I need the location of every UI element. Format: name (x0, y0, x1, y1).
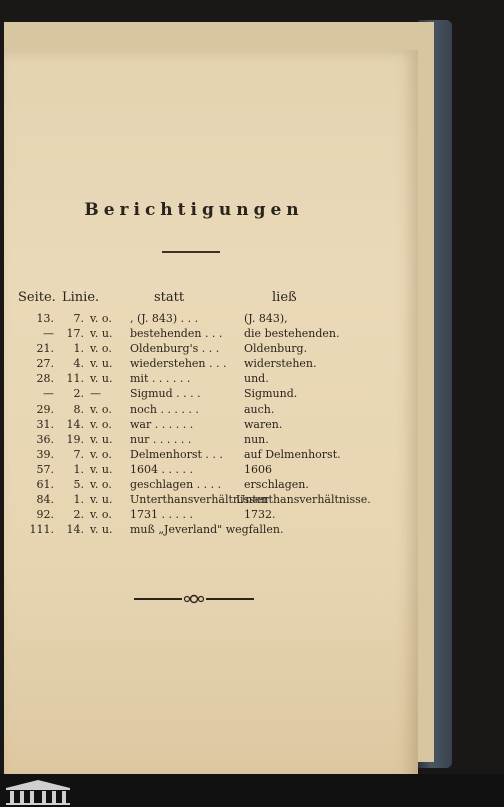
table-row (4, 342, 418, 357)
page-stack (4, 22, 434, 762)
cell-statt: war . . . . . . (130, 417, 194, 431)
cell-lies: erschlagen. (244, 478, 309, 492)
cell-seite: 84. (36, 493, 54, 507)
cell-linie: 4. (73, 357, 84, 371)
cell-position: v. o. (90, 402, 112, 416)
table-row (4, 372, 418, 387)
cell-linie: 2. (73, 387, 84, 401)
cell-statt: Sigmud . . . . (130, 387, 201, 401)
cell-lies: auch. (244, 402, 275, 416)
cell-lies: Oldenburg. (244, 342, 308, 356)
column-header-lies: ließ (272, 290, 297, 305)
table-row (4, 418, 418, 433)
cell-lies: Sigmund. (244, 387, 298, 401)
title-rule-divider (162, 251, 220, 253)
cell-seite: — (43, 387, 54, 401)
cell-seite: 28. (36, 372, 54, 386)
table-row (4, 403, 418, 418)
cell-lies: und. (244, 372, 269, 386)
cell-position: v. u. (90, 327, 113, 341)
column-header-seite: Seite. (18, 290, 56, 305)
cell-statt: Unterthansverhältnissen (130, 493, 269, 507)
cell-position: — (90, 387, 101, 401)
cell-statt: 1604 . . . . . (130, 462, 193, 476)
cell-statt: noch . . . . . . (130, 402, 199, 416)
cell-seite: 21. (36, 342, 54, 356)
cell-linie: 14. (66, 523, 84, 537)
cell-lies: auf Delmenhorst. (244, 447, 341, 461)
cell-position: v. u. (90, 357, 113, 371)
table-row (4, 463, 418, 478)
cell-seite: 57. (36, 462, 54, 476)
library-building-icon (2, 778, 74, 806)
cell-position: v. o. (90, 508, 112, 522)
cell-lies: nun. (244, 432, 269, 446)
cell-position: v. o. (90, 417, 112, 431)
table-row (4, 387, 418, 402)
cell-position: v. o. (90, 312, 112, 325)
cell-seite: 111. (29, 523, 54, 537)
viewer-footer (0, 774, 504, 807)
cell-linie: 7. (73, 312, 84, 325)
cell-statt: , (J. 843) . . . (130, 312, 199, 325)
cell-statt: wiederstehen . . . (130, 357, 227, 371)
cell-seite: 61. (36, 478, 54, 492)
cell-linie: 7. (73, 447, 84, 461)
cell-seite: 13. (36, 312, 54, 325)
cell-position: v. o. (90, 447, 112, 461)
cell-position: v. u. (90, 493, 113, 507)
cell-seite: 39. (36, 447, 54, 461)
cell-seite: 36. (36, 432, 54, 446)
cell-seite: — (43, 327, 54, 341)
cell-statt: mit . . . . . . (130, 372, 191, 386)
table-row (4, 327, 418, 342)
book-page (4, 50, 418, 782)
table-row (4, 448, 418, 463)
cell-position: v. u. (90, 432, 113, 446)
cell-lies: (J. 843), (244, 312, 288, 325)
cell-position: v. u. (90, 462, 113, 476)
cell-linie: 11. (66, 372, 84, 386)
column-header-linie: Linie. (62, 290, 100, 305)
cell-linie: 14. (66, 417, 84, 431)
cell-seite: 92. (36, 508, 54, 522)
cell-linie: 2. (73, 508, 84, 522)
cell-statt: geschlagen . . . . (130, 478, 222, 492)
table-row (4, 493, 418, 508)
table-row (4, 312, 418, 327)
cell-linie: 19. (66, 432, 84, 446)
table-row (4, 478, 418, 493)
page-title: Berichtigungen (84, 200, 304, 220)
cell-lies: 1732. (244, 508, 276, 522)
cell-lies: die bestehenden. (244, 327, 340, 341)
cell-statt: Oldenburg's . . . (130, 342, 220, 356)
cell-linie: 5. (73, 478, 84, 492)
cell-linie: 1. (73, 493, 84, 507)
table-row (4, 508, 418, 523)
table-row (4, 523, 418, 538)
cell-linie: 8. (73, 402, 84, 416)
table-row (4, 433, 418, 448)
cell-statt: nur . . . . . . (130, 432, 192, 446)
cell-seite: 29. (36, 402, 54, 416)
column-header-statt: statt (154, 290, 185, 305)
cell-lies: 1606 (244, 462, 272, 476)
cell-lies: Unterthansverhältnisse. (236, 493, 371, 507)
cell-seite: 31. (36, 417, 54, 431)
cell-lies: waren. (244, 417, 283, 431)
cell-linie: 1. (73, 342, 84, 356)
cell-position: v. o. (90, 342, 112, 356)
cell-statt: muß „Jeverland" wegfallen. (130, 523, 284, 537)
cell-statt: 1731 . . . . . (130, 508, 193, 522)
cell-statt: bestehenden . . . (130, 327, 223, 341)
cell-linie: 17. (66, 327, 84, 341)
cell-lies: widerstehen. (244, 357, 317, 371)
cell-seite: 27. (36, 357, 54, 371)
cell-linie: 1. (73, 462, 84, 476)
flourish-divider-icon (132, 592, 256, 606)
cell-position: v. o. (90, 478, 112, 492)
table-row (4, 357, 418, 372)
cell-statt: Delmenhorst . . . (130, 447, 223, 461)
cell-position: v. u. (90, 523, 113, 537)
cell-position: v. u. (90, 372, 113, 386)
errata-table (4, 312, 418, 538)
